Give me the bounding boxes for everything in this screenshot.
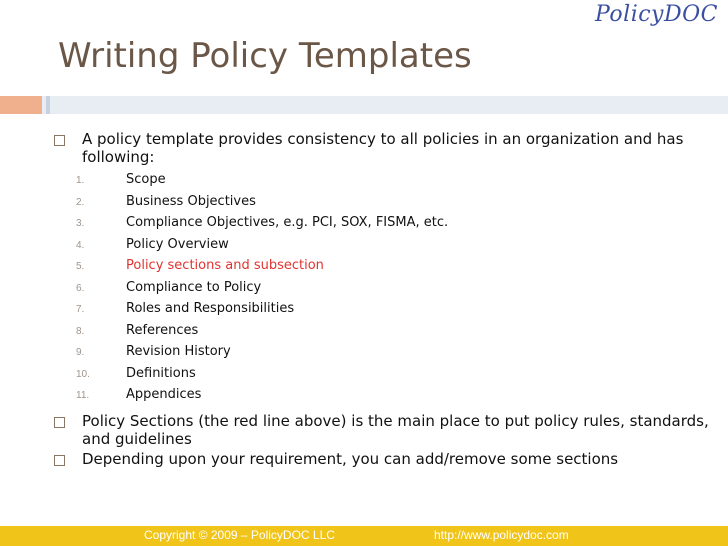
list-item — [76, 215, 714, 237]
slide-title: Writing Policy Templates — [58, 36, 472, 76]
bullet-text: A policy template provides consistency to all policies in an organization and has following: — [82, 130, 684, 166]
list-label: References — [126, 322, 199, 338]
list-label: Scope — [126, 172, 166, 187]
bullet-text: Depending upon your requirement, you can add/remove some sections — [82, 449, 619, 468]
list-number: 2. — [76, 196, 85, 208]
list-number: 4. — [76, 239, 85, 251]
list-number: 3. — [76, 218, 85, 229]
numbered-list — [76, 172, 714, 409]
list-number: 1. — [76, 175, 85, 186]
list-item — [76, 194, 714, 216]
footer-copyright: Copyright © 2009 – PolicyDOC LLC — [144, 528, 335, 542]
square-bullet-icon — [54, 135, 65, 146]
list-label: Compliance to Policy — [126, 279, 262, 295]
list-item-highlighted — [76, 258, 714, 280]
title-rule-divider — [46, 96, 50, 114]
bullet-item — [54, 412, 714, 448]
list-label: Appendices — [126, 387, 202, 402]
list-number: 5. — [76, 261, 85, 272]
list-number: 9. — [76, 347, 85, 358]
list-item — [76, 323, 714, 345]
list-item — [76, 280, 714, 302]
bullet-item — [54, 130, 714, 166]
footer-url[interactable]: http://www.policydoc.com — [434, 528, 569, 542]
policydoc-logo: PolicyDOC — [595, 2, 718, 27]
footer-bar — [0, 526, 728, 546]
bullet-item — [54, 450, 714, 468]
list-item — [76, 366, 714, 388]
title-rule — [0, 96, 728, 114]
list-number: 11. — [76, 390, 90, 401]
list-label: Business Objectives — [126, 193, 256, 209]
slide-content — [54, 130, 714, 470]
title-rule-accent — [0, 96, 42, 114]
list-label: Policy Overview — [126, 236, 229, 252]
list-label: Revision History — [126, 344, 231, 359]
square-bullet-icon — [54, 417, 65, 428]
list-item — [76, 237, 714, 259]
list-label: Roles and Responsibilities — [126, 301, 295, 316]
list-label: Definitions — [126, 365, 196, 381]
list-number: 7. — [76, 304, 85, 315]
list-number: 10. — [76, 368, 90, 380]
bullet-text: Policy Sections (the red line above) is the main place to put policy rules, standards, and guidelines — [82, 411, 709, 448]
list-item — [76, 301, 714, 323]
list-item — [76, 344, 714, 366]
list-label-highlighted: Policy sections and subsection — [126, 258, 324, 273]
square-bullet-icon — [54, 455, 65, 466]
list-number: 6. — [76, 282, 85, 294]
list-item — [76, 387, 714, 409]
list-label: Compliance Objectives, e.g. PCI, SOX, FISMA, etc. — [126, 215, 449, 230]
list-item — [76, 172, 714, 194]
list-number: 8. — [76, 325, 85, 337]
